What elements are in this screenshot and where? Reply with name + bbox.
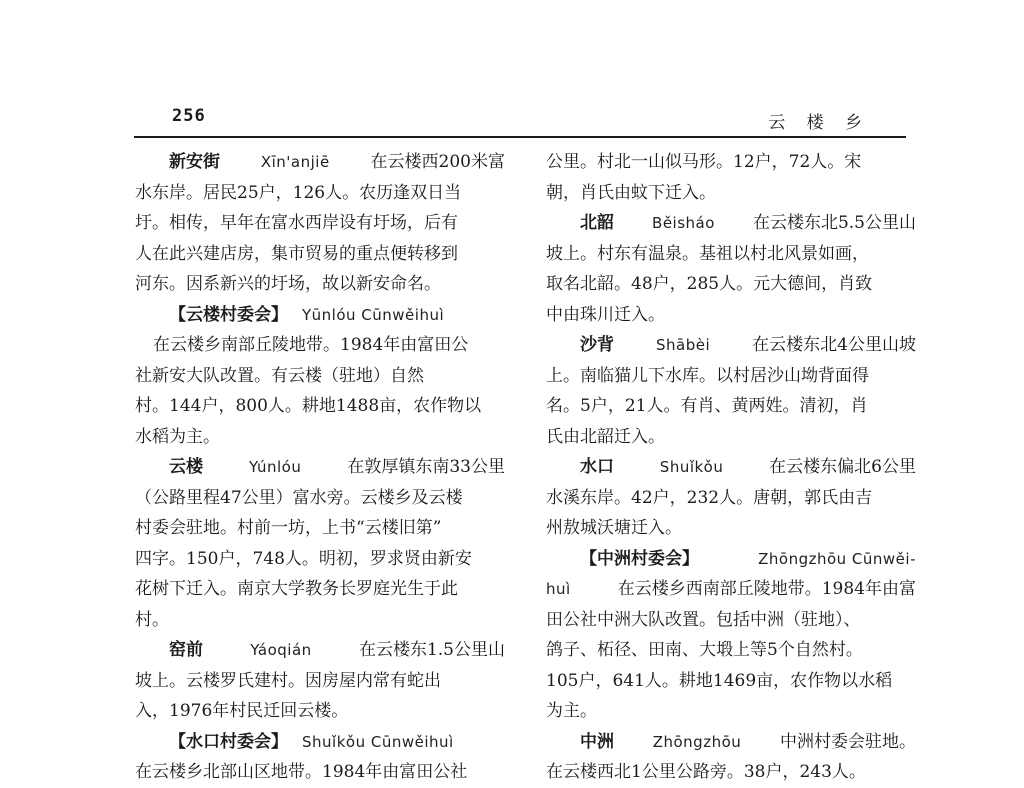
text-line — [546, 208, 916, 239]
page-header — [134, 100, 906, 136]
entry-heading: 【云楼村委会】 — [169, 304, 288, 325]
text-line — [546, 666, 916, 697]
text-line — [135, 452, 505, 483]
pinyin-romanization: Shuǐkǒu Cūnwěihuì — [302, 732, 454, 751]
text-segment: （公路里程47公里）富水旁。云楼乡及云楼 — [135, 487, 463, 508]
text-segment: 在云楼乡西南部丘陵地带。1984年由富 — [617, 579, 916, 599]
text-line — [546, 178, 916, 209]
text-line — [546, 300, 916, 331]
text-segment: 在云楼东北4公里山坡 — [752, 335, 916, 355]
text-segment: 在敦厚镇东南33公里 — [347, 457, 505, 477]
text-line — [135, 727, 505, 758]
pinyin-romanization: Shuǐkǒu — [659, 458, 724, 476]
pinyin-romanization: Běisháo — [652, 214, 715, 232]
pinyin-romanization: huì — [546, 580, 571, 598]
text-line — [135, 605, 505, 636]
text-segment: 在云楼乡北部山区地带。1984年由富田公社 — [135, 762, 468, 782]
text-line — [135, 330, 505, 361]
text-line — [546, 696, 916, 727]
text-segment: 圩。相传，早年在富水西岸设有圩场，后有 — [135, 213, 458, 233]
text-line — [546, 330, 916, 361]
entry-heading: 窑前 — [169, 640, 203, 660]
pinyin-romanization: Xīn'anjiē — [260, 153, 330, 171]
text-line — [135, 635, 505, 666]
text-line — [135, 513, 505, 544]
text-segment: 鸽子、柘径、田南、大塅上等5个自然村。 — [546, 640, 863, 660]
pinyin-romanization: Zhōngzhōu Cūnwěi- — [758, 549, 916, 568]
entry-heading: 新安街 — [169, 152, 220, 172]
text-line — [546, 513, 916, 544]
text-segment: 在云楼东1.5公里山 — [358, 640, 505, 660]
text-line — [135, 239, 505, 270]
text-line — [135, 574, 505, 605]
pinyin-romanization: Yūnlóu Cūnwěihuì — [302, 305, 445, 324]
entry-heading: 北韶 — [580, 213, 614, 233]
text-line — [135, 208, 505, 239]
text-segment: 四字。150户，748人。明初，罗求贤由新安 — [135, 548, 472, 569]
text-segment: 入，1976年村民迁回云楼。 — [135, 701, 349, 721]
text-line — [546, 361, 916, 392]
text-line — [546, 727, 916, 758]
text-line — [546, 544, 916, 575]
text-segment: 在云楼东北5.5公里山 — [752, 213, 916, 233]
text-segment: 村委会驻地。村前一坊，上书“云楼旧第” — [135, 518, 442, 538]
text-segment: 名。5户，21人。有肖、黄两姓。清初，肖 — [546, 396, 868, 416]
text-line — [135, 696, 505, 727]
text-segment: 公里。村北一山似马形。12户，72人。宋 — [546, 152, 862, 172]
entry-heading: 云楼 — [169, 457, 203, 477]
text-segment: 社新安大队改置。有云楼（驻地）自然 — [135, 365, 424, 386]
entry-heading: 中洲 — [580, 731, 614, 752]
text-line — [135, 422, 505, 453]
text-segment: 朝，肖氏由蚊下迁入。 — [546, 182, 716, 203]
text-line — [135, 757, 505, 788]
text-line — [546, 269, 916, 300]
text-segment: 人在此兴建店房，集市贸易的重点便转移到 — [135, 243, 458, 264]
text-segment: 105户，641人。耕地1469亩，农作物以水稻 — [546, 670, 893, 691]
header-rule — [134, 136, 906, 138]
text-segment: 在云楼西200米富 — [370, 152, 505, 172]
text-segment: 在云楼东偏北6公里 — [769, 457, 916, 477]
text-segment: 州敖城沃塘迁入。 — [546, 518, 682, 538]
text-segment: 坡上。云楼罗氏建村。因房屋内常有蛇出 — [135, 670, 441, 691]
pinyin-romanization: Shābèi — [656, 336, 711, 354]
text-segment: 田公社中洲大队改置。包括中洲（驻地）、 — [546, 609, 861, 630]
text-line — [546, 422, 916, 453]
text-segment: 花树下迁入。南京大学教务长罗庭光生于此 — [135, 579, 458, 599]
text-line — [135, 300, 505, 331]
text-line — [135, 483, 505, 514]
text-line — [546, 147, 916, 178]
entry-heading: 【水口村委会】 — [169, 731, 288, 752]
pinyin-romanization: Yáoqián — [250, 641, 312, 659]
running-head: 云 楼 乡 — [768, 113, 870, 133]
right-column — [546, 147, 916, 788]
text-line — [546, 635, 916, 666]
text-segment: 为主。 — [546, 701, 597, 721]
text-segment: 在云楼乡南部丘陵地带。1984年由富田公 — [153, 335, 469, 355]
text-segment: 水溪东岸。42户，232人。唐朝，郭氏由吉 — [546, 487, 873, 508]
text-line — [135, 544, 505, 575]
page-number: 256 — [172, 106, 206, 126]
entry-heading: 【中洲村委会】 — [580, 548, 699, 569]
text-segment: 河东。因系新兴的圩场，故以新安命名。 — [135, 274, 441, 294]
text-line — [546, 605, 916, 636]
text-line — [135, 361, 505, 392]
text-segment: 水东岸。居民25户，126人。农历逢双日当 — [135, 182, 462, 203]
text-line — [546, 391, 916, 422]
text-segment: 村。144户，800人。耕地1488亩，农作物以 — [135, 396, 482, 416]
entry-heading: 沙背 — [580, 335, 614, 355]
text-segment: 坡上。村东有温泉。基祖以村北风景如画， — [546, 243, 869, 264]
text-segment: 中洲村委会驻地。 — [780, 731, 916, 752]
text-line — [135, 391, 505, 422]
text-segment: 村。 — [135, 609, 169, 630]
entry-heading: 水口 — [580, 457, 614, 477]
text-segment: 中由珠川迁入。 — [546, 304, 665, 325]
text-line — [546, 483, 916, 514]
text-line — [135, 178, 505, 209]
text-segment: 水稻为主。 — [135, 426, 220, 447]
left-column — [135, 147, 505, 788]
text-line — [546, 239, 916, 270]
text-line — [546, 757, 916, 788]
text-segment: 在云楼西北1公里公路旁。38户，243人。 — [546, 762, 866, 782]
text-segment: 氏由北韶迁入。 — [546, 426, 665, 447]
text-line — [546, 574, 916, 605]
pinyin-romanization: Yúnlóu — [249, 458, 302, 476]
text-line — [546, 452, 916, 483]
text-line — [135, 269, 505, 300]
text-segment: 取名北韶。48户，285人。元大德间，肖致 — [546, 274, 873, 294]
text-line — [135, 666, 505, 697]
pinyin-romanization: Zhōngzhōu — [652, 732, 742, 751]
text-segment: 上。南临猫儿下水库。以村居沙山坳背面得 — [546, 365, 869, 386]
text-line — [135, 147, 505, 178]
